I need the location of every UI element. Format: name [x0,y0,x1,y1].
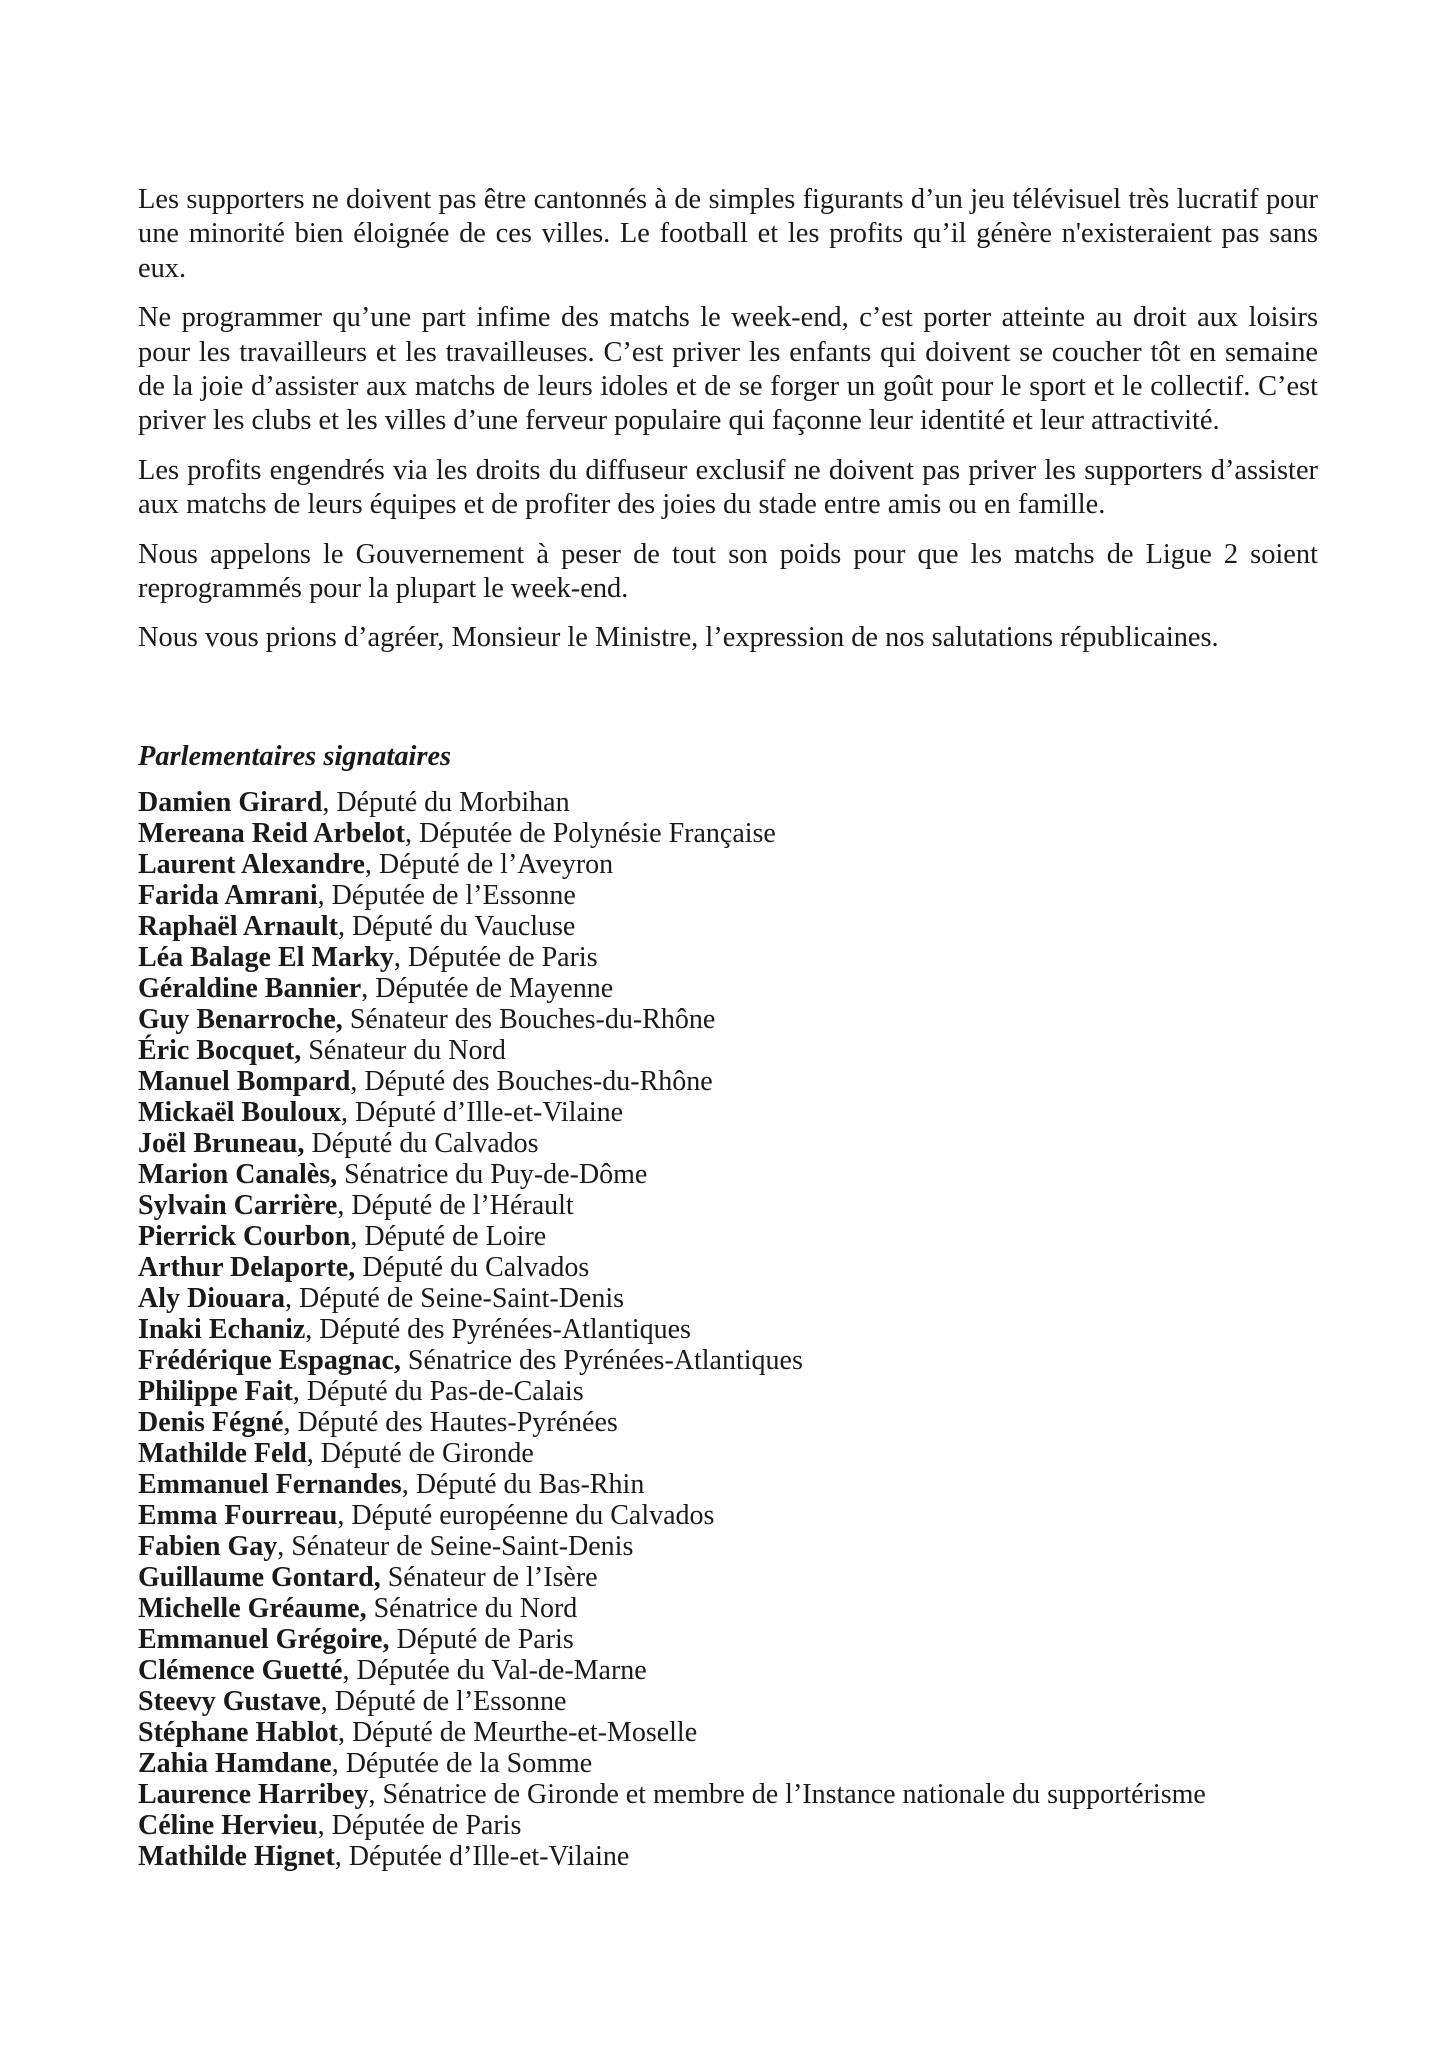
signatory-row [138,1128,1318,1159]
signatory-name: Guy Benarroche, [138,1004,343,1036]
signatory-name: Laurent Alexandre [138,849,365,881]
signatory-title: Député de Paris [389,1624,574,1656]
signatory-row [138,1221,1318,1252]
signatory-title: , Députée du Val-de-Marne [342,1655,647,1687]
letter-paragraph: Les supporters ne doivent pas être cantonnés à de simples figurants d’un jeu télévisuel très lucratif pour une minorité bien éloignée de ces villes. Le football et les profits qu’il génère n'existeraient pas sans eux. [138,184,1318,284]
signatory-title: , Députée de Paris [317,1810,522,1842]
signatory-row [138,1686,1318,1717]
signatory-title: , Député européenne du Calvados [337,1500,715,1532]
signatories-heading: Parlementaires signataires [138,740,452,772]
signatory-name: Philippe Fait [138,1376,293,1408]
signatory-row [138,1345,1318,1376]
signatories-list [138,787,1318,1872]
signatory-title: , Députée de la Somme [331,1748,593,1780]
signatory-row [138,1779,1318,1810]
signatory-row [138,1407,1318,1438]
signatory-row [138,1562,1318,1593]
letter-paragraph: Nous appelons le Gouvernement à peser de tout son poids pour que les matchs de Ligue 2 soient reprogrammés pour la plupart le week-end. [138,538,1318,605]
signatory-name: Clémence Guetté [138,1655,343,1687]
signatory-title: Député du Calvados [304,1128,539,1160]
signatory-name: Farida Amrani [138,880,318,912]
letter-paragraph: Ne programmer qu’une part infime des matchs le week-end, c’est porter atteinte au droit aux loisirs pour les travailleurs et les travailleuses. C’est priver les enfants qui doivent se coucher tôt en semaine de la joie d’assister aux matchs de leurs idoles et de se forger un goût pour le sport et le collectif. C’est priver les clubs et les villes d’une ferveur populaire qui façonne leur identité et leur attractivité. [138,302,1318,437]
signatory-name: Guillaume Gontard, [138,1562,381,1594]
signatory-name: Arthur Delaporte, [138,1252,356,1284]
signatory-title: , Députée de Paris [393,942,598,974]
signatory-row [138,1004,1318,1035]
signatory-title: , Député d’Ille-et-Vilaine [341,1097,624,1129]
letter-paragraph: Les profits engendrés via les droits du diffuseur exclusif ne doivent pas priver les supporters d’assister aux matchs de leurs équipes et de profiter des joies du stade entre amis ou en famille. [138,454,1318,521]
signatory-row [138,1252,1318,1283]
signatory-name: Manuel Bompard [138,1066,351,1098]
signatory-row [138,849,1318,880]
signatory-row [138,973,1318,1004]
signatory-row [138,1500,1318,1531]
signatory-row [138,1717,1318,1748]
letter-body [138,183,1318,656]
signatory-title: Sénateur des Bouches-du-Rhône [342,1004,716,1036]
signatory-row [138,1593,1318,1624]
signatory-title: , Sénateur de Seine-Saint-Denis [277,1531,634,1563]
signatory-name: Mickaël Bouloux [138,1097,342,1129]
signatory-name: Laurence Harribey [138,1779,369,1811]
signatory-name: Zahia Hamdane [138,1748,332,1780]
signatory-name: Raphaël Arnault [138,911,338,943]
signatory-row [138,1655,1318,1686]
signatory-row [138,1097,1318,1128]
signatory-row [138,1624,1318,1655]
signatory-title: Sénatrice du Nord [366,1593,578,1625]
signatory-title: , Député des Hautes-Pyrénées [283,1407,618,1439]
signatory-row [138,1066,1318,1097]
signatory-title: , Député des Pyrénées-Atlantiques [305,1314,691,1346]
signatory-name: Marion Canalès, [138,1159,338,1191]
signatory-name: Mereana Reid Arbelot [138,818,405,850]
signatory-row [138,818,1318,849]
signatory-name: Damien Girard [138,787,323,819]
signatory-name: Stéphane Hablot [138,1717,338,1749]
signatory-row [138,942,1318,973]
signatory-name: Mathilde Hignet [138,1841,335,1873]
signatory-title: , Députée d’Ille-et-Vilaine [334,1841,630,1873]
signatory-name: Sylvain Carrière [138,1190,338,1222]
signatory-title: , Député de l’Essonne [320,1686,567,1718]
signatory-row [138,1810,1318,1841]
signatory-title: , Député de Seine-Saint-Denis [285,1283,625,1315]
signatory-row [138,911,1318,942]
signatory-name: Frédérique Espagnac, [138,1345,401,1377]
signatory-title: Sénatrice des Pyrénées-Atlantiques [400,1345,803,1377]
signatory-name: Emma Fourreau [138,1500,338,1532]
signatory-title: , Député de Loire [350,1221,547,1253]
signatory-title: Sénateur de l’Isère [380,1562,598,1594]
signatory-title: , Député du Morbihan [322,787,570,819]
signatory-title: , Députée de Polynésie Française [404,818,776,850]
signatory-title: , Député des Bouches-du-Rhône [350,1066,713,1098]
signatory-row [138,1841,1318,1872]
signatory-title: , Député de l’Aveyron [364,849,614,881]
signatory-row [138,1314,1318,1345]
signatory-row [138,1438,1318,1469]
signatory-name: Steevy Gustave [138,1686,321,1718]
signatory-name: Éric Bocquet, [138,1035,302,1067]
signatory-row [138,1035,1318,1066]
signatory-row [138,1283,1318,1314]
signatory-row [138,1376,1318,1407]
signatory-title: , Sénatrice de Gironde et membre de l’Instance nationale du supportérisme [368,1779,1206,1811]
signatory-title: , Député de Meurthe-et-Moselle [337,1717,698,1749]
signatory-row [138,1531,1318,1562]
signatory-title: , Député de Gironde [306,1438,534,1470]
signatory-title: , Député du Pas-de-Calais [292,1376,584,1408]
signatory-name: Emmanuel Grégoire, [138,1624,390,1656]
signatory-title: Député du Calvados [355,1252,590,1284]
signatory-title: , Député du Bas-Rhin [401,1469,645,1501]
signatory-name: Denis Fégné [138,1407,284,1439]
signatory-name: Michelle Gréaume, [138,1593,367,1625]
signatory-row [138,1190,1318,1221]
signatory-title: , Députée de l’Essonne [317,880,576,912]
signatory-row [138,787,1318,818]
signatory-row [138,1469,1318,1500]
signatory-name: Léa Balage El Marky [138,942,394,974]
signatory-row [138,1748,1318,1779]
signatory-name: Fabien Gay [138,1531,278,1563]
signatory-title: , Député du Vaucluse [337,911,576,943]
signatory-name: Céline Hervieu [138,1810,318,1842]
signatory-name: Emmanuel Fernandes [138,1469,402,1501]
signatory-title: , Députée de Mayenne [361,973,614,1005]
letter-paragraph: Nous vous prions d’agréer, Monsieur le Ministre, l’expression de nos salutations républicaines. [138,622,1219,654]
signatory-title: , Député de l’Hérault [337,1190,574,1222]
signatory-title: Sénatrice du Puy-de-Dôme [337,1159,648,1191]
signatory-title: Sénateur du Nord [301,1035,506,1067]
signatory-name: Aly Diouara [138,1283,285,1315]
signatory-name: Mathilde Feld [138,1438,307,1470]
signatory-name: Pierrick Courbon [138,1221,351,1253]
signatory-name: Inaki Echaniz [138,1314,306,1346]
signatory-name: Géraldine Bannier [138,973,362,1005]
signatory-row [138,1159,1318,1190]
signatory-name: Joël Bruneau, [138,1128,305,1160]
signatory-row [138,880,1318,911]
